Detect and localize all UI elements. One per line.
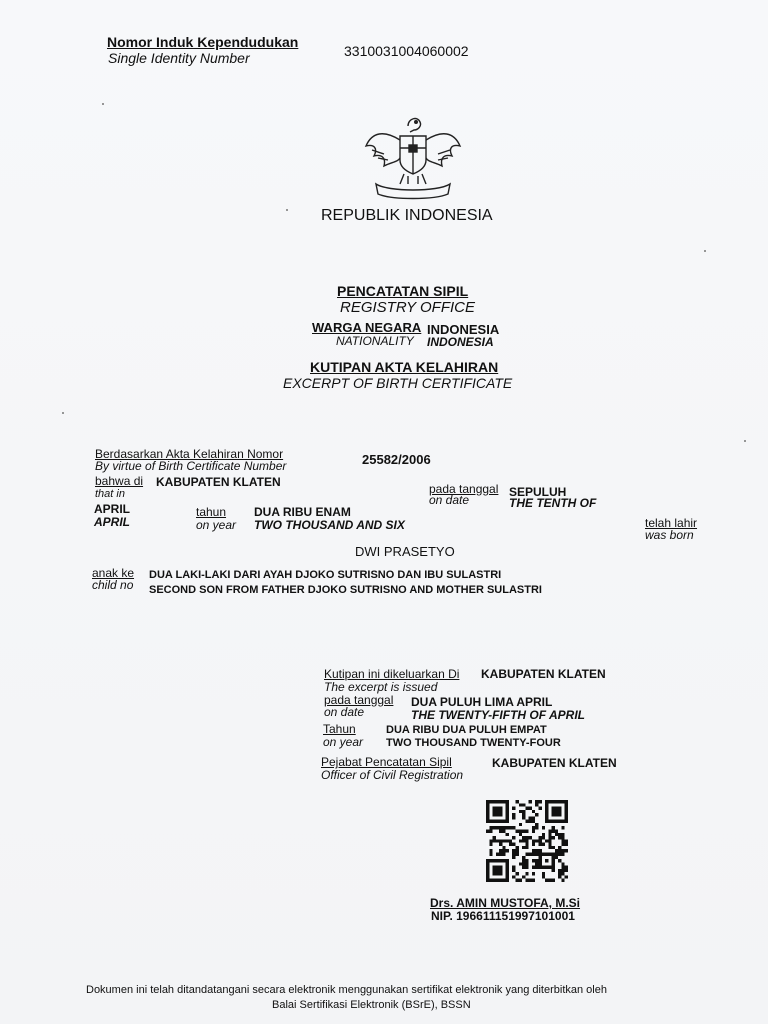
date-label-en: on date <box>429 493 470 507</box>
officer-label-en: Officer of Civil Registration <box>321 768 464 782</box>
born-label-en: was born <box>645 528 694 542</box>
year-value-en: TWO THOUSAND AND SIX <box>254 518 405 532</box>
citizen-label: WARGA NEGARA <box>312 320 422 335</box>
officer-value: KABUPATEN KLATEN <box>492 756 617 770</box>
officer-label: Pejabat Pencatatan Sipil <box>321 755 452 769</box>
qr-code-icon <box>486 800 568 882</box>
citizen-value: INDONESIA <box>427 322 500 337</box>
nationality-value: INDONESIA <box>427 335 494 349</box>
born-label: telah lahir <box>645 516 698 530</box>
basis-label-en: By virtue of Birth Certificate Number <box>95 459 287 473</box>
month-value-en: APRIL <box>94 515 130 529</box>
issue-date-value-en: THE TWENTY-FIFTH OF APRIL <box>411 708 585 722</box>
footer-line-1: Dokumen ini telah ditandatangani secara elektronik menggunakan sertifikat elektronik yang diterbitkan oleh <box>86 984 607 996</box>
nik-value: 3310031004060002 <box>344 43 469 59</box>
doc-title: KUTIPAN AKTA KELAHIRAN <box>310 359 499 375</box>
basis-label: Berdasarkan Akta Kelahiran Nomor <box>95 447 284 461</box>
issue-year-label: Tahun <box>323 722 356 736</box>
child-label: anak ke <box>92 566 135 580</box>
child-value: DUA LAKI-LAKI DARI AYAH DJOKO SUTRISNO DAN IBU SULASTRI <box>149 569 502 581</box>
issued-value: KABUPATEN KLATEN <box>481 667 606 681</box>
issue-year-value-en: TWO THOUSAND TWENTY-FOUR <box>386 737 561 749</box>
garuda-emblem-icon <box>364 110 462 200</box>
year-label-en: on year <box>196 518 237 532</box>
issued-label: Kutipan ini dikeluarkan Di <box>324 667 460 681</box>
nik-label: Nomor Induk Kependudukan <box>107 34 299 50</box>
child-label-en: child no <box>92 578 134 592</box>
issue-date-label-en: on date <box>324 705 365 719</box>
office-title-en: REGISTRY OFFICE <box>340 299 476 316</box>
signatory-name: Drs. AMIN MUSTOFA, M.Si <box>430 896 581 910</box>
place-label: bahwa di <box>95 474 144 488</box>
nik-label-en: Single Identity Number <box>108 50 250 66</box>
date-label: pada tanggal <box>429 482 499 496</box>
signatory-nip: NIP. 196611151997101001 <box>431 909 575 923</box>
office-title: PENCATATAN SIPIL <box>337 283 469 299</box>
child-name: DWI PRASETYO <box>355 544 455 559</box>
issue-date-label: pada tanggal <box>324 693 394 707</box>
year-label: tahun <box>196 505 227 519</box>
date-value-en: THE TENTH OF <box>509 496 597 510</box>
month-value: APRIL <box>94 502 130 516</box>
year-value: DUA RIBU ENAM <box>254 505 351 519</box>
issue-year-label-en: on year <box>323 735 364 749</box>
child-value-en: SECOND SON FROM FATHER DJOKO SUTRISNO AND MOTHER SULASTRI <box>149 584 542 596</box>
issue-year-value: DUA RIBU DUA PULUH EMPAT <box>386 724 547 736</box>
place-value: KABUPATEN KLATEN <box>156 475 281 489</box>
cert-number: 25582/2006 <box>362 452 431 467</box>
nationality-label: NATIONALITY <box>336 334 414 348</box>
issue-date-value: DUA PULUH LIMA APRIL <box>411 695 553 709</box>
issued-label-en: The excerpt is issued <box>324 680 438 694</box>
place-label-en: that in <box>95 488 125 500</box>
doc-title-en: EXCERPT OF BIRTH CERTIFICATE <box>283 375 513 391</box>
republic-title: REPUBLIK INDONESIA <box>321 207 493 224</box>
footer-line-2: Balai Sertifikasi Elektronik (BSrE), BSSN <box>272 999 471 1011</box>
date-value: SEPULUH <box>509 485 567 499</box>
